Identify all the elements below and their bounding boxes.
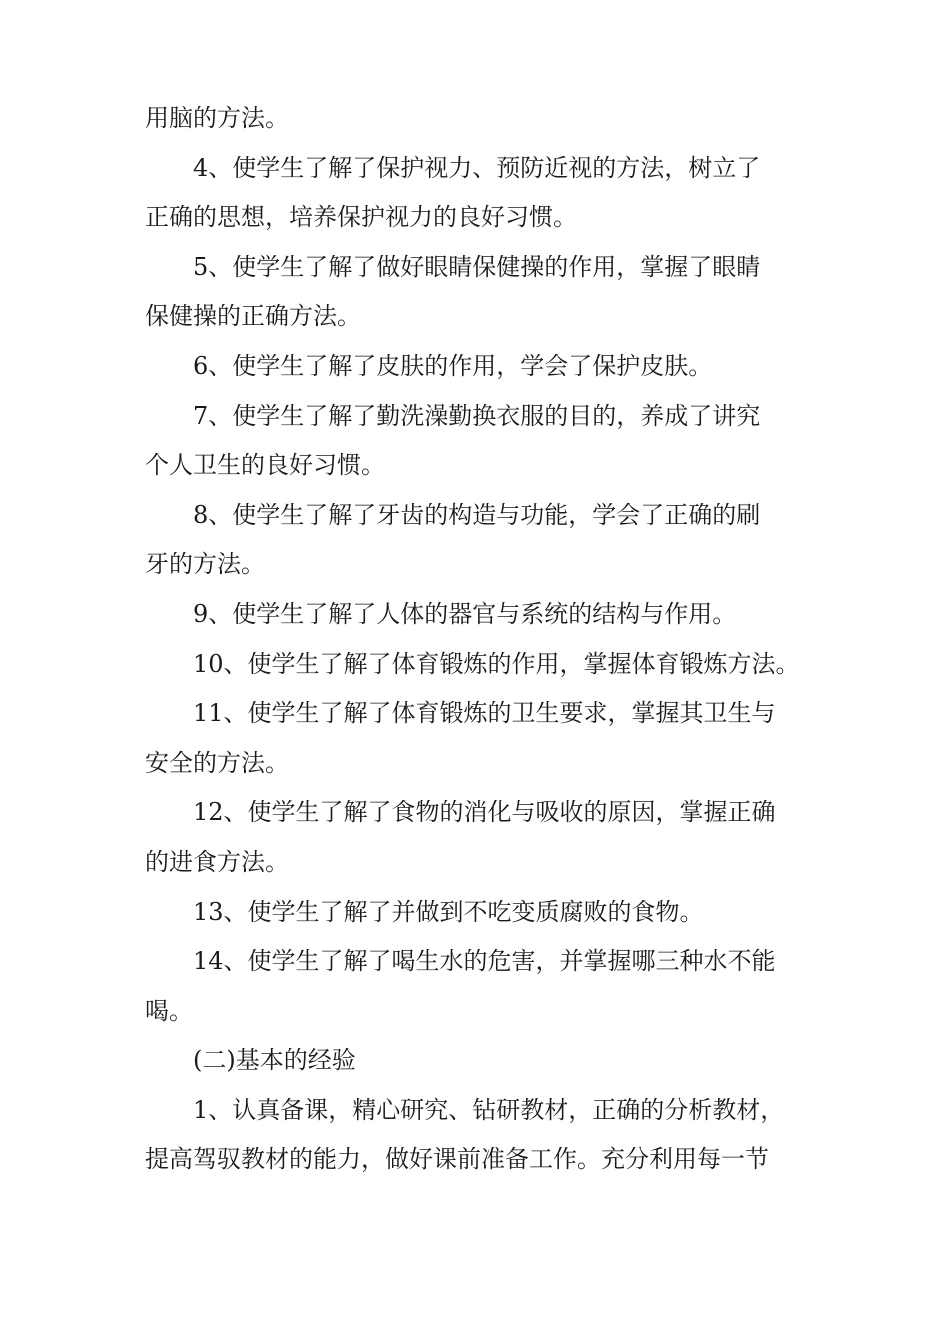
paragraph-first-line: 6、使学生了解了皮肤的作用，学会了保护皮肤。 — [193, 351, 713, 380]
paragraph-first-line: 14、使学生了解了喝生水的危害，并掌握哪三种水不能 — [193, 947, 776, 976]
paragraph-continuation-line: 安全的方法。 — [145, 748, 289, 777]
paragraph-first-line: 13、使学生了解了并做到不吃变质腐败的食物。 — [193, 897, 704, 926]
paragraph-first-line: 8、使学生了解了牙齿的构造与功能，学会了正确的刷 — [193, 500, 761, 529]
paragraph-first-line: 4、使学生了解了保护视力、预防近视的方法，树立了 — [193, 153, 761, 182]
document-body — [145, 94, 815, 1185]
paragraph-first-line: 11、使学生了解了体育锻炼的卫生要求，掌握其卫生与 — [193, 699, 776, 728]
paragraph-first-line: 12、使学生了解了食物的消化与吸收的原因，掌握正确 — [193, 798, 776, 827]
paragraph-first-line: 10、使学生了解了体育锻炼的作用，掌握体育锻炼方法。 — [193, 649, 800, 678]
paragraph-continuation-line: 保健操的正确方法。 — [145, 302, 361, 331]
paragraph-continuation-line: 的进食方法。 — [145, 847, 289, 876]
paragraph-first-line: 1、认真备课，精心研究、钻研教材，正确的分析教材， — [193, 1095, 785, 1124]
paragraph-continuation-line: 喝。 — [145, 996, 193, 1025]
paragraph-first-line: (二)基本的经验 — [193, 1046, 356, 1075]
paragraph-continuation-line: 牙的方法。 — [145, 550, 265, 579]
paragraph-continuation-line: 提高驾驭教材的能力，做好课前准备工作。充分利用每一节 — [145, 1145, 769, 1174]
paragraph-continuation-line: 用脑的方法。 — [145, 104, 289, 132]
paragraph-continuation-line: 正确的思想，培养保护视力的良好习惯。 — [145, 203, 577, 232]
paragraph-first-line: 5、使学生了解了做好眼睛保健操的作用，掌握了眼睛 — [193, 252, 761, 281]
paragraph-first-line: 7、使学生了解了勤洗澡勤换衣服的目的，养成了讲究 — [193, 401, 761, 430]
paragraph-first-line: 9、使学生了解了人体的器官与系统的结构与作用。 — [193, 599, 737, 628]
paragraph-continuation-line: 个人卫生的良好习惯。 — [145, 451, 385, 480]
